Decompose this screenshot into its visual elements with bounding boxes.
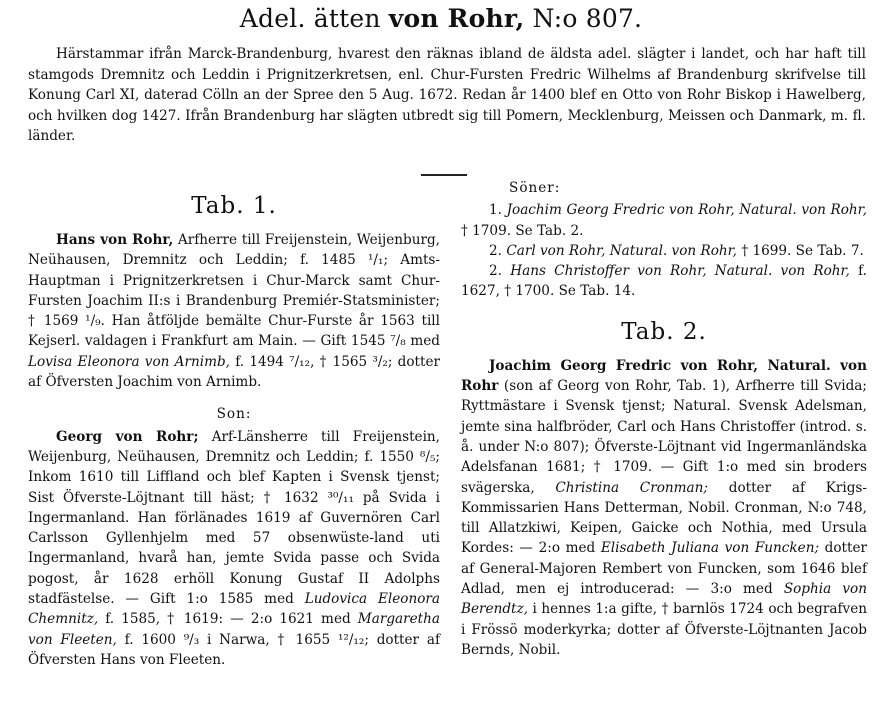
person-georg-text: Arf-Länsherre till Freijenstein, Weijenburg, Neühausen, Dremnitz och Leddin; f. 1550 ⁸/₅; Inkom 1610 till Liffland och blef Kapten i Svensk tjenst; Sist Öfverste-Löjtnant till häst; † 1632 ³⁰/₁₁ på Svida i Ingermanland. Han förlänades 1619 af Guvernören Carl Carlsson Gyllenhjelm med 57 obsenwüste-land uti Ingermanland, hvarå han, jemte Svida passe och Svida pogost, år 1628 erhöll Konung Gustaf II Adolphs stadfästelse. — Gift 1:o 1585 med [28,428,441,608]
person-joachim-name: Joachim Georg Fredric von Rohr, Natural. von Rohr [461,357,867,395]
intro-paragraph [28,44,866,147]
person-joachim-text3: dotter af General-Majoren Rembert von Funcken, som 1646 blef Adlad, men ej introducerad: — 3:o med [461,540,867,598]
tab-2-heading: Tab. 2. [621,318,707,345]
person-joachim-entry [461,356,867,660]
son-list-item [461,241,867,261]
son-number: 1. [489,202,502,219]
person-georg-name: Georg von Rohr; [56,428,199,445]
person-georg-entry [28,427,440,671]
person-joachim-spouse1: Christina Cronman; [555,479,708,496]
person-joachim-text: (son af Georg von Rohr, Tab. 1), Arfherre till Svida; Ryttmästare i Svensk tjenst; Natural. Svensk Adelsman, jemte sina halfbröder, Carl och Hans Christoffer (introd. s. å. under N:o 807); Öfverste-Löjtnant vid Ingermanländska Adelsfanan 1681; † 1709. — Gift 1:o med sin broders svägerska, [461,378,867,496]
person-joachim-spouse2: Elisabeth Juliana von Funcken; [600,540,820,557]
person-georg-spouse2: Margaretha von Fleeten, [28,611,440,648]
title-family-name: von Rohr, [388,4,525,33]
son-name: Hans Christoffer von Rohr, Natural. von Rohr, [510,263,850,280]
son-heading: Son: [216,406,252,423]
son-text: † 1709. Se Tab. 2. [461,222,584,239]
title-number: N:o 807. [532,4,643,33]
person-hans-spouse: Lovisa Eleonora von Arnimb, [28,353,230,370]
person-hans-name: Hans von Rohr, [56,232,174,248]
title-prefix: Adel. ätten [239,4,381,33]
son-list-item [461,200,867,241]
son-text: f. 1627, † 1700. Se Tab. 14. [461,263,867,300]
section-divider [421,174,467,176]
person-hans-entry [28,230,440,392]
person-georg-text2: f. 1585, † 1619: — 2:o 1621 med [98,611,358,628]
son-number: 2. [489,242,502,259]
son-number: 2. [489,263,502,280]
person-joachim-text4: i hennes 1:a gifte, † barnlös 1724 och begrafven i Frössö moderkyrka; dotter af Öfverste-Löjtnanten Jacob Bernds, Nobil. [461,601,867,658]
person-georg-spouse1: Ludovica Eleonora Chemnitz, [28,591,441,628]
son-name: Joachim Georg Fredric von Rohr, Natural. von Rohr, [506,202,867,219]
left-column [28,190,440,670]
person-hans-text2: f. 1494 ⁷/₁₂, † 1565 ³/₂; dotter af Öfversten Joachim von Arnimb. [28,353,441,391]
tab-1-heading: Tab. 1. [191,193,277,219]
intro-text: Härstammar ifrån Marck-Brandenburg, hvarest den räknas ibland de äldsta adel. slägter i landet, och har haft till stamgods Dremnitz och Leddin i Prignitzerkretsen, enl. Chur-Fursten Fredric Wilhelms af Brandenburg skrifvelse till Konung Carl XI, daterad Cölln an der Spree den 5 Aug. 1672. Redan år 1400 blef en Otto von Rohr Biskop i Hawelberg, och hvilken dog 1427. Ifrån Brandenburg har slägten utbredt sig till Pomern, Mecklenburg, Meissen och Danmark, m. fl. länder. [28,46,866,145]
son-name: Carl von Rohr, Natural. von Rohr, [506,242,737,259]
person-georg-text3: f. 1600 ⁹/₃ i Narwa, † 1655 ¹²/₁₂; dotter af Öfversten Hans von Fleeten. [28,631,440,668]
son-list-item [461,261,867,302]
person-joachim-spouse3: Sophia von Berendtz, [461,581,867,618]
person-joachim-text2: dotter af Krigs-Kommissarien Hans Detterman, Nobil. Cronman, N:o 748, till Allatzkiwi, Keipen, Gaicke och Nothia, med Ursula Kordes: — 2:o med [461,479,868,557]
person-hans-text: Arfherre till Freijenstein, Weijenburg, Neühausen, Dremnitz och Leddin; f. 1485 ¹/₁; Amts-Hauptman i Prignitzerkretsen i Chur-Marck samt Chur-Fursten Joachim II:s i Brandenburg Premiér-Statsminister; † 1569 ¹/₉. Han åtföljde bemälte Chur-Furste år 1563 till Kejserl. valdagen i Frankfurt am Main. — Gift 1545 ⁷/₈ med [28,232,440,350]
page-title [0,4,882,33]
right-column [461,178,867,660]
son-text: † 1699. Se Tab. 7. [737,242,864,259]
sons-heading: Söner: [509,180,561,196]
